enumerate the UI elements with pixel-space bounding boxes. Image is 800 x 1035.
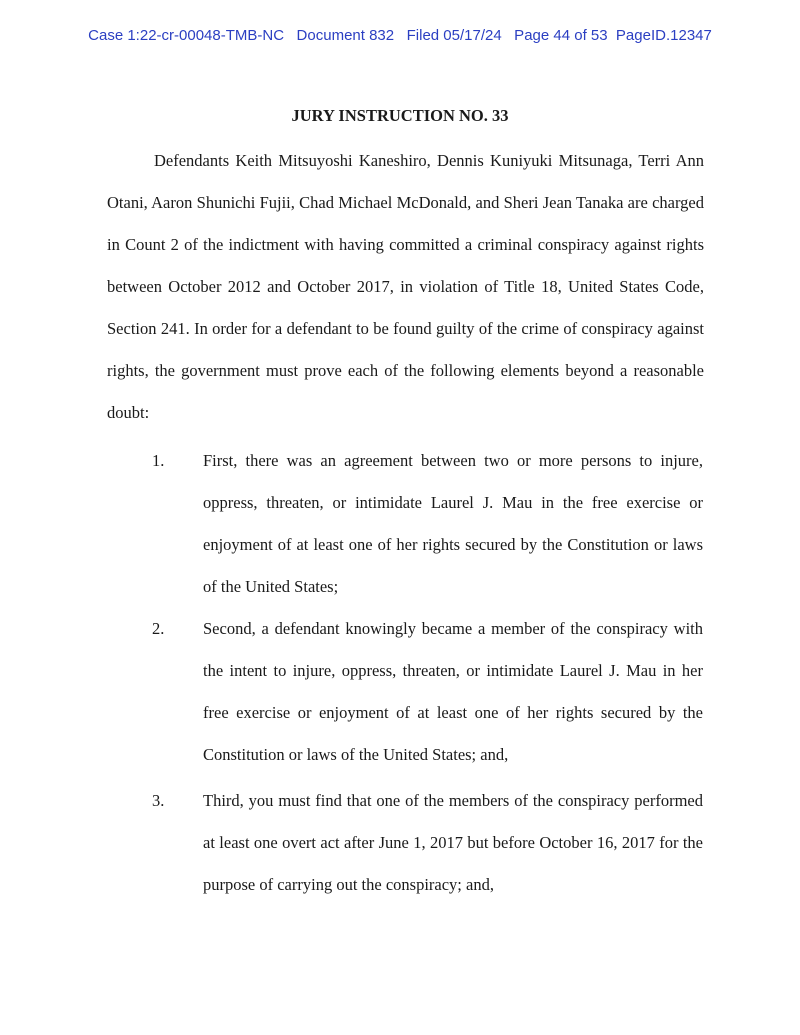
list-item-text: First, there was an agreement between two or more persons to injure, oppress, threaten, or intimidate Laurel J. Mau in the free exercise or enjoyment of at least one of her rights secured by the Constitution or laws of the United States; <box>203 451 703 596</box>
page-title: JURY INSTRUCTION NO. 33 <box>291 106 509 125</box>
intro-paragraph: Defendants Keith Mitsuyoshi Kaneshiro, Dennis Kuniyuki Mitsunaga, Terri Ann Otani, Aaron Shunichi Fujii, Chad Michael McDonald, and Sheri Jean Tanaka are charged in Count 2 of the indictment with having committed a criminal conspiracy against rights between October 2012 and October 2017, in violation of Title 18, United States Code, Section 241. In order for a defendant to be found guilty of the crime of conspiracy against rights, the government must prove each of the following elements beyond a reasonable doubt: <box>107 151 704 422</box>
list-item-number: 1. <box>152 451 165 470</box>
list-item-text: Second, a defendant knowingly became a member of the conspiracy with the intent to injure, oppress, threaten, or intimidate Laurel J. Mau in her free exercise or enjoyment of at least one of her rights secured by the Constitution or laws of the United States; and, <box>203 619 703 764</box>
court-filing-header: Case 1:22-cr-00048-TMB-NC Document 832 Filed 05/17/24 Page 44 of 53 PageID.12347 <box>88 27 712 44</box>
list-item-number: 2. <box>152 619 165 638</box>
list-item-number: 3. <box>152 791 165 810</box>
list-item-text: Third, you must find that one of the members of the conspiracy performed at least one overt act after June 1, 2017 but before October 16, 2017 for the purpose of carrying out the conspiracy; and, <box>203 791 703 894</box>
